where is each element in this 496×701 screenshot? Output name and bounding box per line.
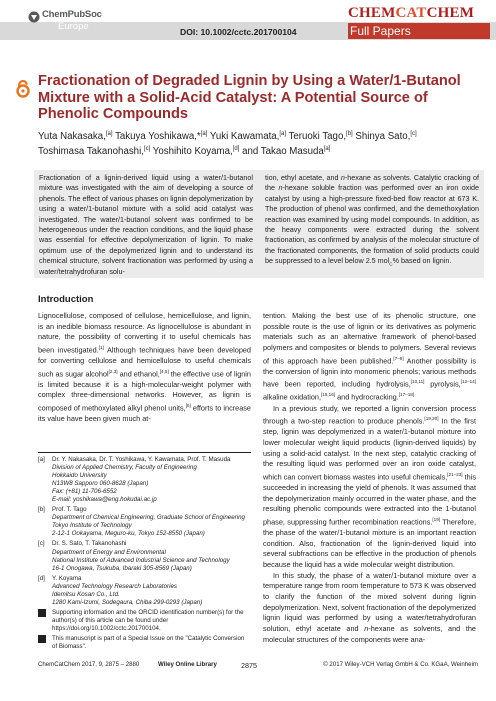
affiliation-tag: [c] xyxy=(38,540,45,548)
affiliation-line: Dr. S. Sato, T. Takanohashi xyxy=(52,540,127,548)
abstract-italic: n xyxy=(340,173,345,182)
body-text: Therefore, the phase of the water/1-butanol mixture is an important reaction condition. Also, fractionation of the lignin-derived liquid into several subfractions can be effective in the production of phenols because the liquid has a wide molecular weight distribution. xyxy=(263,517,477,569)
author-affil: [c] xyxy=(143,146,151,153)
affiliation-c xyxy=(38,540,251,572)
author-name: Takuya Yoshikawa,* xyxy=(115,131,201,143)
affiliation-line: Idemitsu Kosan Co., Ltd. xyxy=(52,590,120,598)
affiliation-tag: [a] xyxy=(38,456,45,463)
open-access-icon xyxy=(14,80,32,98)
publisher-sub: Europe xyxy=(58,21,89,32)
author-affil: [a] xyxy=(323,146,331,153)
affiliation-line: 1280 Kami-Izumi, Sodegaura, Chiba 299-0293 (Japan) xyxy=(52,598,203,606)
author-affil: [d] xyxy=(232,146,240,153)
body-text: this succeeded in increasing the yield of phenols. It was assumed that the depolymerization mainly occurred in the water phase, and the resulting phenolic compounds were extracted into the 1-butanol phase, suppressing further recombination reactions. xyxy=(263,472,476,527)
author-name: and Takao Masuda xyxy=(242,146,324,158)
citation-ref: [19,20] xyxy=(424,416,439,422)
author-name: Yoshihito Koyama, xyxy=(152,146,233,158)
body-text: and ethanol, xyxy=(117,369,160,379)
body-text: Another possibility is the conversion of lignin into monomeric phenols; various methods have been reported, including hydrolysis, xyxy=(263,356,477,389)
citation-ref: [12–14] xyxy=(460,379,476,385)
citation-ref: [2,3] xyxy=(108,368,118,374)
citation-ref: [15,16] xyxy=(321,392,336,398)
chempubsoc-icon xyxy=(28,11,40,23)
citation-ref: [4,5] xyxy=(159,368,169,374)
affiliation-email[interactable]: E-mail: yoshikawa@eng.hokudai.ac.jp xyxy=(52,496,157,504)
body-text: the effective use of lignin is limited because it is a high-molecular-weight polymer with complex three-dimensional networks. However, as lignin is composed of methoxylated alkyl phenol units, xyxy=(38,369,251,413)
author-affil: [a] xyxy=(200,131,208,137)
affiliation-line: Y. Koyama xyxy=(52,574,82,582)
body-right-column xyxy=(263,311,476,645)
body-text: In a previous study, we reported a lignin conversion process through a two-step reaction to produce phenols. xyxy=(263,403,476,426)
affiliation-d xyxy=(38,575,251,607)
citation-ref: [19] xyxy=(432,516,441,522)
footer-copyright: © 2017 Wiley-VCH Verlag GmbH & Co. KGaA, Weinheim xyxy=(323,661,478,668)
paragraph xyxy=(263,571,476,646)
note-text[interactable]: Supporting information and the ORCID identification number(s) for the author(s) of this article can be found under https://doi.org/10.1002/cctc.201700104. xyxy=(52,608,244,632)
affiliation-a xyxy=(38,456,251,504)
journal-title xyxy=(348,5,474,22)
affiliation-line: Fax: (+81) 11-706-6552 xyxy=(52,488,117,496)
body-text: In this study, the phase of a water/1-butanol mixture over a temperature range from room temperature to 573 K was observed to clarify the function of the mixed solvent during lignin depolymerization. Next, solvent fractionation of the depolymerized lignin liquid was performed by using a water/tetrahydrofuran solution, ethyl acetate and xyxy=(263,570,476,633)
publisher-name: ChemPubSoc xyxy=(42,9,102,20)
author-affil: [c] xyxy=(410,131,417,137)
doi-text: DOI: 10.1002/cctc.201700104 xyxy=(180,27,297,37)
citation-ref: [17–18] xyxy=(398,392,415,398)
body-text: -hexane as solvents, and the molecular structures of the components were ana- xyxy=(263,623,476,644)
body-italic: n xyxy=(364,623,369,633)
affiliation-line: Dr. Y. Nakasaka, Dr. T. Yoshikawa, Y. Kawamata, Prof. T. Masuda xyxy=(52,456,231,463)
abstract-text: -hexane soluble fraction was performed over an iron oxide catalyst by using a high-pressure fixed-bed flow reactor at 673 K. The production of phenol was confirmed, and the demethoxylation reaction was examined by using model compounds. In addition, as the heavy components were extracted during the solvent fractionation, as confirmed by analysis of the molecular structure of the fractionated components, the formation of solid products could be suppressed to a level below 2.5 mol xyxy=(265,183,479,266)
affiliation-line: 16-1 Onogawa, Tsukuba, Ibaraki 305-8569 (Japan) xyxy=(52,564,192,572)
paragraph xyxy=(263,311,476,404)
affiliation-tag: [d] xyxy=(38,574,45,582)
affiliation-line: Prof. T. Tago xyxy=(52,506,87,514)
body-text: tention. Making the best use of its phenolic structure, one possible route is the use of lignin or its derivatives as polymeric materials such as an alternative framework of phenol-based polymers and composites or blends to polymers. Several reviews of this approach have been published. xyxy=(263,311,476,366)
body-text: In the first step, lignin was depolymerized in a water/1-butanol mixture into lower molecular weight liquid products (lignin-derived liquids) by using a solid-acid catalyst. In the next step, catalytic cracking of the resulting liquid was performed over an iron oxide catalyst, which can convert biomass wastes into useful chemicals, xyxy=(263,416,476,482)
citation-ref: [6] xyxy=(185,403,191,409)
author-name: Shinya Sato, xyxy=(355,131,411,143)
author-affil: [a] xyxy=(105,131,113,137)
affiliation-b xyxy=(38,506,251,538)
abstract-italic: n xyxy=(278,183,283,193)
author-affil: [a] xyxy=(279,131,287,137)
citation-ref: [1] xyxy=(98,344,104,350)
journal-title-part: CHEM xyxy=(348,5,396,21)
page-number: 2875 xyxy=(241,661,257,670)
affiliation-tag: [b] xyxy=(38,506,45,514)
paragraph xyxy=(38,311,251,425)
affiliation-line: Department of Energy and Environmental xyxy=(52,548,166,556)
affiliation-line: National Institute of Advanced Industrial Science and Technology xyxy=(52,556,230,564)
page-header xyxy=(0,0,496,42)
article-type: Full Papers xyxy=(348,23,490,39)
special-issue-note xyxy=(38,635,251,651)
affiliation-line: Advanced Technology Research Laboratories xyxy=(52,582,177,590)
footer-library-link[interactable]: Wiley Online Library xyxy=(158,661,217,668)
body-text: Lignocellulose, composed of cellulose, hemicellulose, and lignin, is an inedible biomass resource. As lignocellulose is abundant in nature, the possibility of converting it to useful chemicals has been investigated. xyxy=(38,311,251,355)
section-heading: Introduction xyxy=(38,294,94,305)
affiliation-line: Tokyo Institute of Technology xyxy=(52,522,132,530)
body-left-column xyxy=(38,311,251,425)
affiliation-line: Division of Applied Chemistry, Faculty of Engineering xyxy=(52,464,197,472)
journal-brand xyxy=(348,5,490,41)
abstract-subscript: C xyxy=(389,261,393,267)
note-text: This manuscript is part of a Special Issue on the "Catalytic Conversion of Biomass". xyxy=(52,634,245,651)
body-text: and hydrocracking. xyxy=(335,392,399,402)
abstract-text: tion, ethyl acetate, and xyxy=(265,173,341,182)
affiliation-line: N13W8 Sapporo 060-8628 (Japan) xyxy=(52,480,149,488)
affiliation-line: Hokkaido University xyxy=(52,472,107,480)
body-text: efforts to increase its value have been given much at- xyxy=(38,403,251,424)
paragraph xyxy=(263,404,476,571)
affiliations xyxy=(38,452,251,651)
author-name: Yuta Nakasaka, xyxy=(38,131,106,143)
citation-ref: [7–9] xyxy=(393,355,404,361)
body-text: Although techniques have been developed for converting cellulose and hemicellulose to useful chemicals such as sugar alcohol xyxy=(38,345,251,379)
abstract-right xyxy=(265,173,479,270)
citation-ref: [21–23] xyxy=(447,471,463,477)
author-name: Yuki Kawamata, xyxy=(209,131,280,143)
body-text: alkaline oxidation, xyxy=(263,392,322,402)
footer-citation: ChemCatChem 2017, 9, 2875 – 2880 xyxy=(38,661,140,668)
author-name: Toshimasa Takanohashi, xyxy=(38,146,144,158)
body-text: pyrolysis, xyxy=(424,379,461,389)
supporting-info-icon xyxy=(38,609,48,619)
abstract-left: Fractionation of a lignin-derived liquid using a water/1-butanol mixture was investigated with the aim of developing a source of phenols. The effect of various phases on lignin depolymerization by using a water/1-butanol mixture with a solid acid catalyst was investigated. The water/1-butanol solvent was confirmed to be heterogeneous under the reaction conditions, and the liquid phase was essential for effective depolymerization of lignin. To make optimum use of the depolymerized lignin and to understand its chemical structure, solvent fractionation was performed by using a water/tetrahydrofuran solu- xyxy=(39,173,253,276)
abstract-text: % based on lignin. xyxy=(392,256,452,266)
abstract-text: -hexane as solvents. Catalytic cracking of the xyxy=(265,173,480,193)
journal-title-part: CAT xyxy=(395,5,427,21)
author-list xyxy=(38,128,478,158)
abstract-box xyxy=(34,170,484,278)
affiliation-line: Department of Chemical Engineering, Graduate School of Engineering xyxy=(52,514,245,522)
special-issue-icon xyxy=(38,635,48,645)
article-title: Fractionation of Degraded Lignin by Using a Water/1-Butanol Mixture with a Solid-Acid Catalyst: A Potential Source of Phenolic Compounds xyxy=(38,73,461,122)
author-affil: [b] xyxy=(346,131,353,137)
journal-title-part: CHEM xyxy=(426,5,475,21)
page-footer xyxy=(38,661,478,671)
citation-ref: [10,11] xyxy=(410,379,425,385)
publisher-logo xyxy=(28,8,110,38)
supporting-info-note xyxy=(38,609,251,633)
author-name: Teruoki Tago, xyxy=(288,131,347,143)
affiliation-line: 2-12-1 Ookayama, Meguro-ku, Tokyo 152-8550 (Japan) xyxy=(52,530,205,538)
